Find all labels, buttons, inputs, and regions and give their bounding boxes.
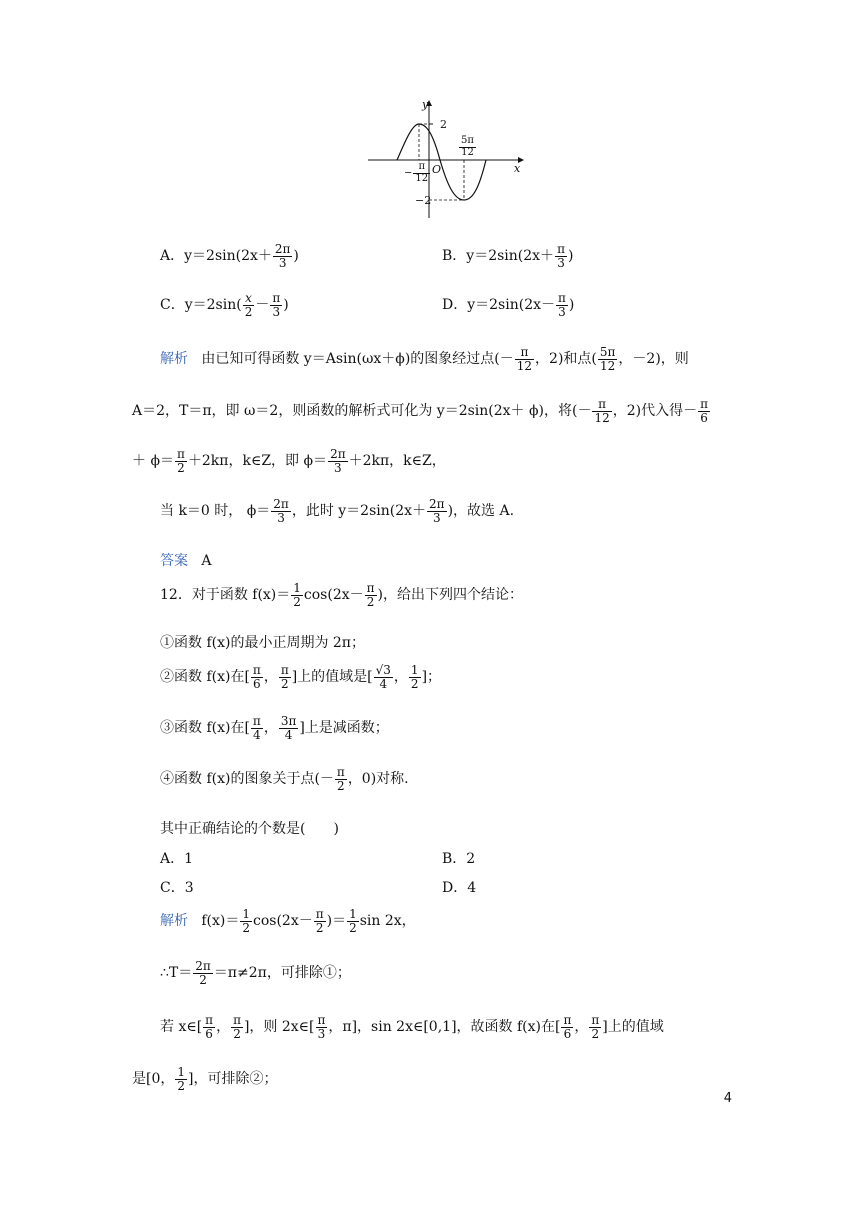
option-a: A．y＝2sin(2x＋ $\frac{2\pi}{3}$ ) [160, 242, 299, 270]
q11-answer: 答案 A [160, 553, 212, 569]
left-x-tick-label: − $\frac{\pi}{12}$ [404, 161, 429, 184]
q12-option-c: C．3 [160, 880, 194, 896]
q12-stem: 12．对于函数 f(x)＝ $\frac{1}{2}$ cos(2x－ $\frac{\pi}{2}$ )，给出下列四个结论： [160, 581, 523, 609]
q11-analysis-line2: A＝2，T＝π，即 ω＝2，则函数的解析式可化为 y＝2sin(2x＋ ϕ)，将(－ $\frac{\pi}{12}$ ，2)代入得－ $\frac{\pi}{6}$ [132, 397, 709, 425]
q12-statement-3: ③函数 f(x)在[ $\frac{\pi}{4}$ ， $\frac{3\pi}{4}$ ]上是减函数； [160, 714, 389, 742]
option-d: D．y＝2sin(2x－ $\frac{\pi}{3}$ ) [442, 291, 575, 319]
q11-analysis-line4: 当 k＝0 时， ϕ＝ $\frac{2\pi}{3}$ ，此时 y＝2sin(2x＋ $\frac{2\pi}{3}$ )，故选 A. [160, 497, 515, 525]
q11-analysis-line3: ＋ ϕ＝ $\frac{\pi}{2}$ ＋2kπ，k∈Z，即 ϕ＝ $\frac{2\pi}{3}$ ＋2kπ，k∈Z， [132, 447, 446, 475]
q12-question: 其中正确结论的个数是( ) [160, 821, 339, 837]
q11-analysis-line1: 解析 由已知可得函数 y＝Asin(ωx＋ϕ)的图象经过点(－ $\frac{\pi}{12}$ ，2)和点( $\frac{5\pi}{12}$ ，－2)，则 [160, 345, 689, 373]
q12-analysis-line3: 若 x∈[ $\frac{\pi}{6}$ ， $\frac{\pi}{2}$ ]，则 2x∈[ $\frac{\pi}{3}$ ，π]，sin 2x∈[0,1]，故函数 f(x)在[ $\frac{\pi}{6}$ ， $\frac{\pi}{2}$ ]上的值域 [160, 1013, 664, 1041]
min-label: −2 [415, 194, 432, 207]
x-axis-label: x [514, 162, 521, 175]
q12-option-d: D．4 [442, 880, 477, 896]
option-b: B．y＝2sin(2x＋ $\frac{\pi}{3}$ ) [442, 242, 574, 270]
option-c: C．y＝2sin( $\frac{x}{2}$ － $\frac{\pi}{3}$ ) [160, 291, 289, 319]
q12-option-a: A．1 [160, 851, 194, 867]
q12-option-b: B．2 [442, 851, 476, 867]
page-number: 4 [723, 1091, 732, 1106]
q12-analysis-line2: ∴T＝ $\frac{2\pi}{2}$ ＝π≠2π，可排除①； [160, 959, 351, 987]
right-x-tick-label: $\frac{5\pi}{12}$ [461, 135, 474, 158]
origin-label: O [432, 163, 442, 176]
q12-analysis-line4: 是[0， $\frac{1}{2}$ ]，可排除②； [132, 1065, 278, 1093]
q12-analysis-line1: 解析 f(x)＝ $\frac{1}{2}$ cos(2x－ $\frac{\pi}{2}$ )＝ $\frac{1}{2}$ sin 2x， [160, 907, 416, 935]
max-label: 2 [440, 118, 447, 131]
sine-graph [360, 98, 530, 226]
q12-statement-2: ②函数 f(x)在[ $\frac{\pi}{6}$ ， $\frac{\pi}{2}$ ]上的值域是[ $\frac{√3}{4}$ ， $\frac{1}{2}$ ]； [160, 663, 442, 691]
q12-statement-1: ①函数 f(x)的最小正周期为 2π； [160, 635, 366, 651]
y-axis-label: y [422, 98, 429, 111]
q12-statement-4: ④函数 f(x)的图象关于点(－ $\frac{\pi}{2}$ ，0)对称. [160, 765, 409, 793]
